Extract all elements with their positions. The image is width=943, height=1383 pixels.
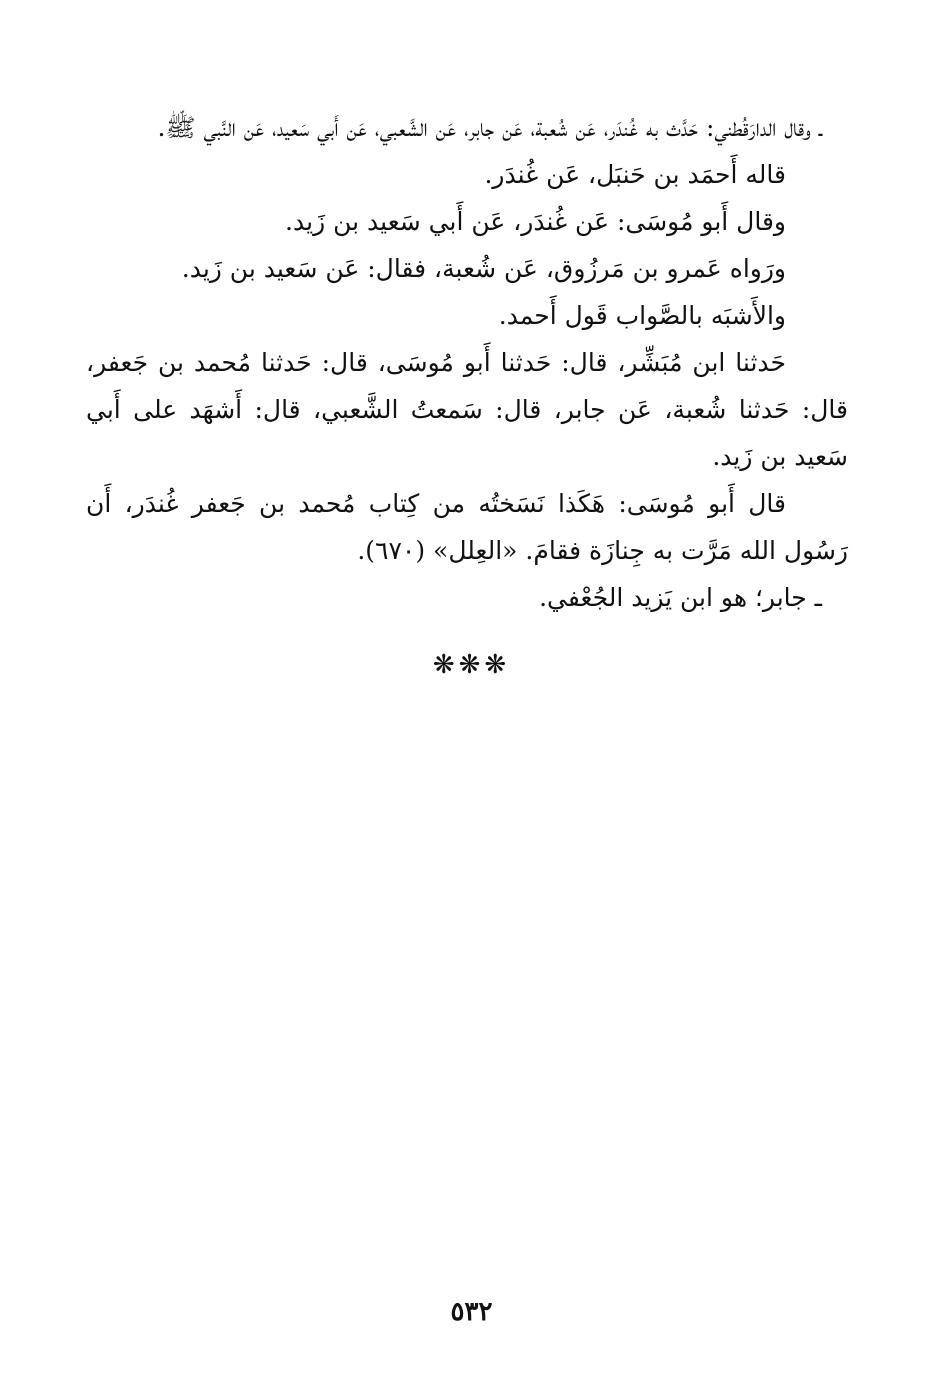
page-number: ٥٣٢ xyxy=(450,1297,493,1327)
paragraph-abu-musa-note: قال أَبو مُوسَى: هَكَذا نَسَختُه من كِتاب مُحمد بن جَعفر غُندَر، أَن رَسُول الله مَرَّت به جِنازَة فقامَ. «العِلل» (٦٧٠). xyxy=(86,489,848,565)
paragraph-daraqutni: ـ وقال الدارَقُطني: حَدَّث به غُندَر، عَن شُعبة، عَن جابر، عَن الشَّعبي، عَن أَبي سَعيد، عَن النَّبي ﷺ. xyxy=(157,113,822,142)
paragraph-abu-musa: وقال أَبو مُوسَى: عَن غُندَر، عَن أَبي سَعيد بن زَيد. xyxy=(285,207,786,236)
body-text xyxy=(86,104,848,621)
paragraph-ahmad: قاله أَحمَد بن حَنبَل، عَن غُندَر. xyxy=(484,160,786,189)
paragraph-amr-ibn-marzuq: ورَواه عَمرو بن مَرزُوق، عَن شُعبة، فقال: عَن سَعيد بن زَيد. xyxy=(181,254,786,283)
paragraph-isnad: حَدثنا ابن مُبَشِّر، قال: حَدثنا أَبو مُوسَى، قال: حَدثنا مُحمد بن جَعفر، قال: حَدثنا شُعبة، عَن جابر، قال: سَمعتُ الشَّعبي، قال: أَشهَد على أَبي سَعيد بن زَيد. xyxy=(86,348,848,471)
section-divider: ❋❋❋ xyxy=(432,650,511,680)
paragraph-ashbah: والأَشبَه بالصَّواب قَول أَحمد. xyxy=(498,301,786,330)
paragraph-jabir-note: ـ جابر؛ هو ابن يَزيد الجُعْفي. xyxy=(539,583,822,612)
